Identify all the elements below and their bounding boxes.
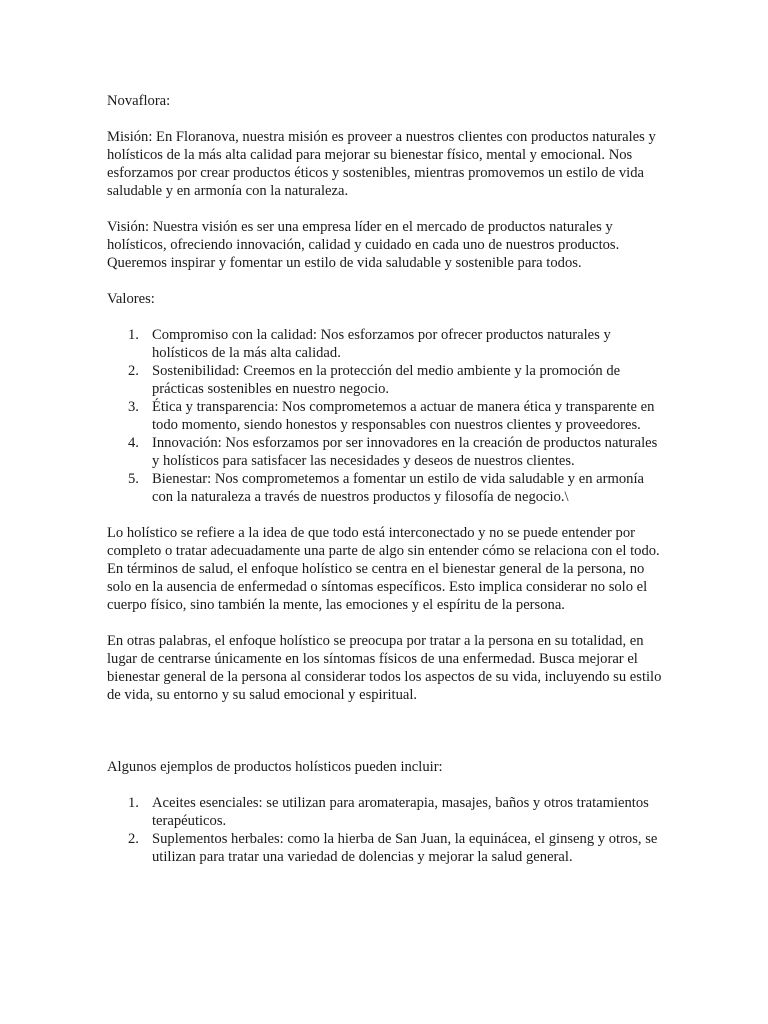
- list-item-number: 1.: [128, 327, 139, 343]
- list-item: [107, 434, 667, 470]
- ejemplos-list: [107, 794, 667, 866]
- list-item-text: Aceites esenciales: se utilizan para aromaterapia, masajes, baños y otros tratamientos terapéuticos.: [152, 795, 649, 829]
- list-item-number: 3.: [128, 399, 139, 415]
- list-item-text: Bienestar: Nos comprometemos a fomentar un estilo de vida saludable y en armonía con la naturaleza a través de nuestros productos y filosofía de negocio.\: [152, 471, 644, 505]
- list-item: [107, 326, 667, 362]
- list-item: [107, 398, 667, 434]
- document-page: [107, 92, 667, 884]
- ejemplos-heading: Algunos ejemplos de productos holísticos pueden incluir:: [107, 759, 443, 775]
- list-item-number: 5.: [128, 471, 139, 487]
- list-item-text: Innovación: Nos esforzamos por ser innovadores en la creación de productos naturales y holísticos para satisfacer las necesidades y deseos de nuestros clientes.: [152, 435, 658, 469]
- holistico-paragraph-2: En otras palabras, el enfoque holístico se preocupa por tratar a la persona en su totalidad, en lugar de centrarse únicamente en los síntomas físicos de una enfermedad. Busca mejorar el bienestar general de la persona al considerar todos los aspectos de su vida, incluyendo su estilo de vida, su entorno y su salud emocional y espiritual.: [107, 633, 662, 703]
- blank-space: [107, 722, 667, 758]
- list-item-number: 2.: [128, 363, 139, 379]
- list-item: [107, 794, 667, 830]
- document-title: Novaflora:: [107, 93, 171, 109]
- valores-list: [107, 326, 667, 506]
- valores-heading: Valores:: [107, 291, 155, 307]
- list-item-number: 1.: [128, 795, 139, 811]
- vision-paragraph: Visión: Nuestra visión es ser una empresa líder en el mercado de productos naturales y holísticos, ofreciendo innovación, calidad y cuidado en cada uno de nuestros productos. Queremos inspirar y fomentar un estilo de vida saludable y sostenible para todos.: [107, 219, 620, 271]
- list-item: [107, 470, 667, 506]
- list-item-text: Compromiso con la calidad: Nos esforzamos por ofrecer productos naturales y holísticos de la más alta calidad.: [152, 327, 611, 361]
- holistico-paragraph-1: Lo holístico se refiere a la idea de que todo está interconectado y no se puede entender por completo o tratar adecuadamente una parte de algo sin entender cómo se relaciona con el todo. En términos de salud, el enfoque holístico se centra en el bienestar general de la persona, no solo en la ausencia de enfermedad o síntomas específicos. Esto implica considerar no solo el cuerpo físico, sino también la mente, las emociones y el espíritu de la persona.: [107, 525, 660, 613]
- list-item: [107, 362, 667, 398]
- list-item-number: 4.: [128, 435, 139, 451]
- list-item: [107, 830, 667, 866]
- list-item-text: Ética y transparencia: Nos comprometemos a actuar de manera ética y transparente en todo momento, siendo honestos y responsables con nuestros clientes y proveedores.: [152, 399, 655, 433]
- list-item-text: Sostenibilidad: Creemos en la protección del medio ambiente y la promoción de prácticas sostenibles en nuestro negocio.: [152, 363, 621, 397]
- mision-paragraph: Misión: En Floranova, nuestra misión es proveer a nuestros clientes con productos naturales y holísticos de la más alta calidad para mejorar su bienestar físico, mental y emocional. Nos esforzamos por crear productos éticos y sostenibles, mientras promovemos un estilo de vida saludable y en armonía con la naturaleza.: [107, 129, 656, 199]
- list-item-number: 2.: [128, 831, 139, 847]
- list-item-text: Suplementos herbales: como la hierba de San Juan, la equinácea, el ginseng y otros, se utilizan para tratar una variedad de dolencias y mejorar la salud general.: [152, 831, 658, 865]
